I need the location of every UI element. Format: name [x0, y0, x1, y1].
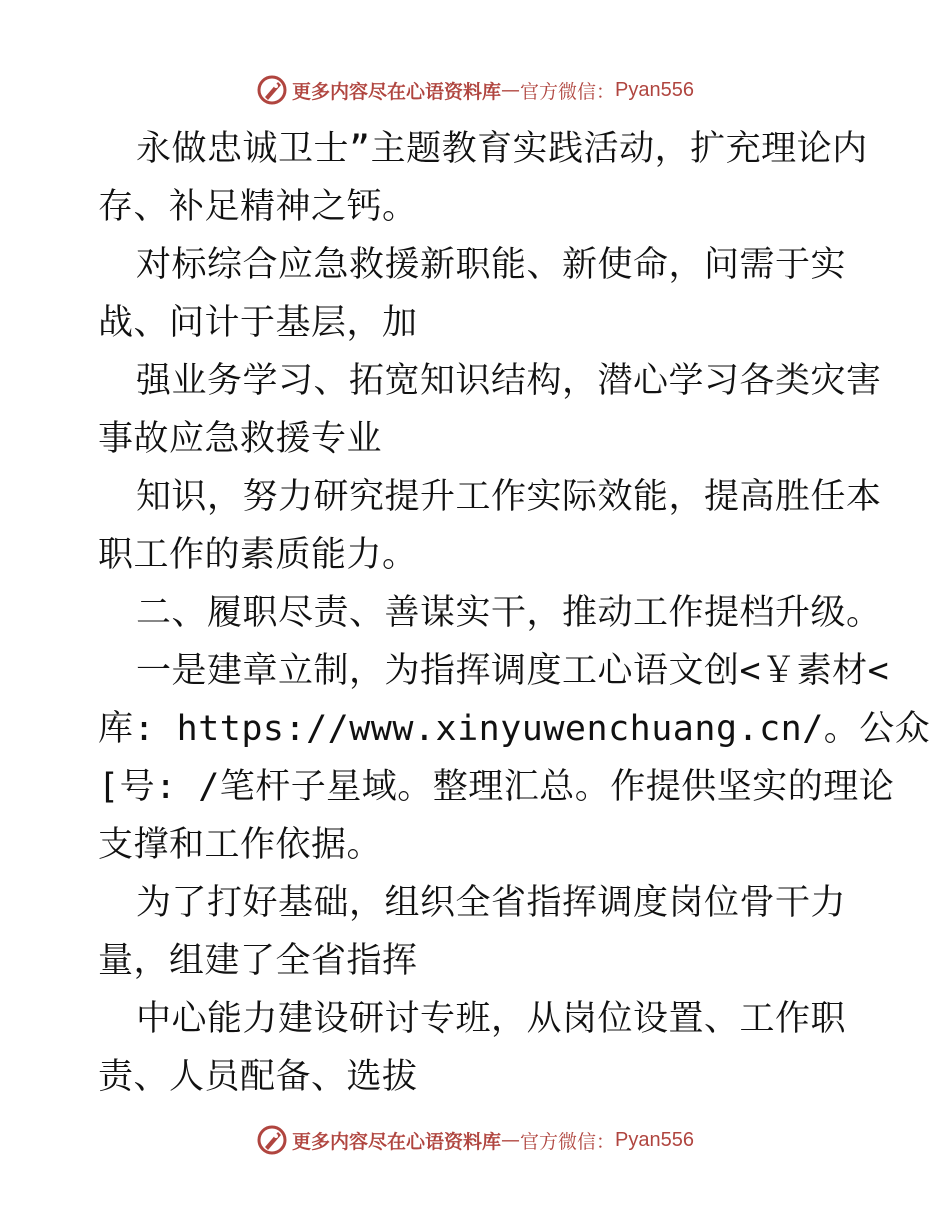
body-line: 为了打好基础，组织全省指挥调度岗位骨干力	[136, 883, 847, 923]
body-line: 战、问计于基层，加	[98, 303, 418, 343]
header-wechat-label: 官方微信：	[520, 80, 616, 103]
body-line: 永做忠诚卫士”主题教育实践活动，扩充理论内	[136, 129, 868, 169]
body-line: 对标综合应急救援新职能、新使命，问需于实	[136, 245, 847, 285]
body-line: [号: /笔杆子星域。整理汇总。作提供坚实的理论	[98, 767, 895, 807]
body-line: 一是建章立制，为指挥调度工心语文创<￥素材<	[136, 651, 890, 691]
section-heading: 二、履职尽责、善谋实干，推动工作提档升级。	[136, 593, 882, 633]
body-line: 存、补足精神之钙。	[98, 187, 418, 227]
footer-watermark	[0, 1120, 950, 1160]
header-site-text: 更多内容尽在心语资料库	[292, 80, 502, 103]
document-body	[98, 120, 931, 1106]
pen-logo-icon	[256, 1124, 288, 1156]
header-watermark	[0, 70, 950, 110]
pen-logo-icon	[256, 74, 288, 106]
header-dash: —	[501, 79, 521, 101]
body-line: 知识，努力研究提升工作实际效能，提高胜任本	[136, 477, 882, 517]
body-line: 职工作的素质能力。	[98, 535, 418, 575]
body-line: 支撑和工作依据。	[98, 825, 383, 865]
body-line: 责、人员配备、选拔	[98, 1057, 418, 1097]
footer-site-text: 更多内容尽在心语资料库	[292, 1130, 502, 1153]
body-line: 量，组建了全省指挥	[98, 941, 418, 981]
footer-wechat-label: 官方微信：	[520, 1130, 616, 1153]
footer-dash: —	[501, 1129, 521, 1151]
body-line-url: 库: https://www.xinyuwenchuang.cn/。公众	[98, 709, 931, 749]
body-line: 中心能力建设研讨专班，从岗位设置、工作职	[136, 999, 847, 1039]
body-line: 事故应急救援专业	[98, 419, 383, 459]
header-wechat-id: Pyan556	[615, 78, 694, 101]
body-line: 强业务学习、拓宽知识结构，潜心学习各类灾害	[136, 361, 882, 401]
footer-wechat-id: Pyan556	[615, 1128, 694, 1151]
